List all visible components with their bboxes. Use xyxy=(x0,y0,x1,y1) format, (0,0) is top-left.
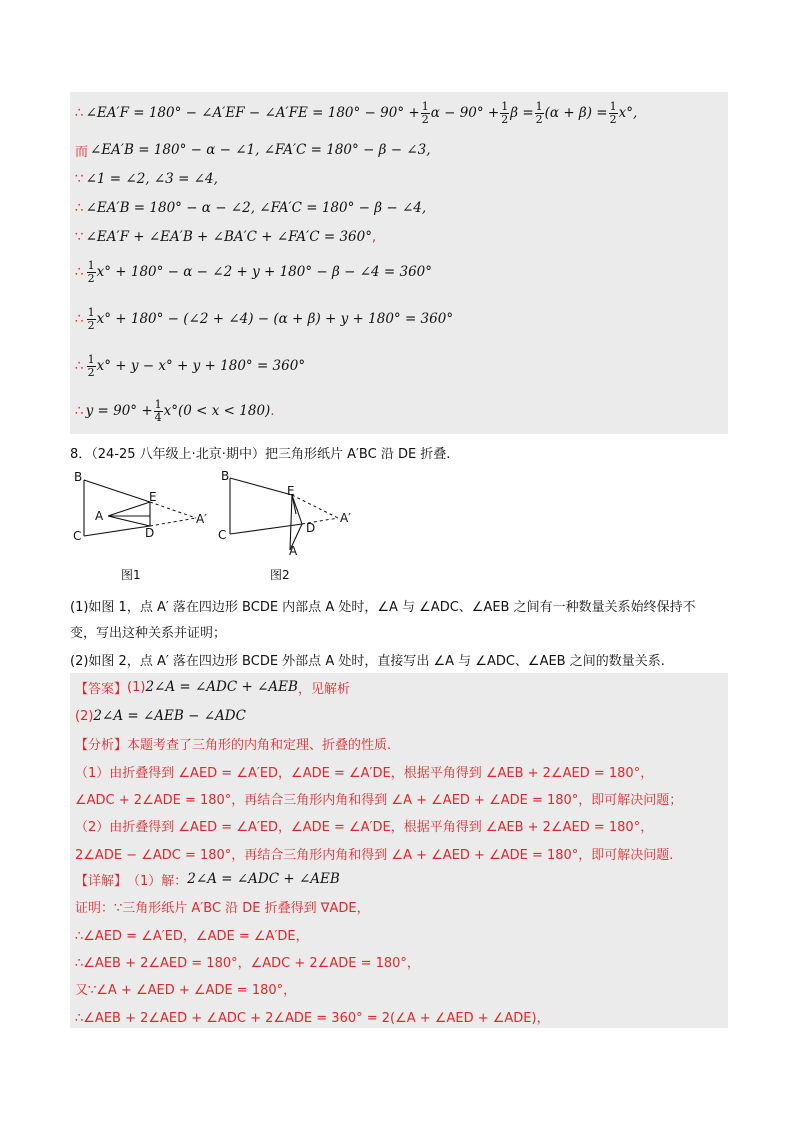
analysis-line: （2）由折叠得到 ∠AED = ∠A′ED，∠ADE = ∠A′DE，根据平角得到 ∠AEB + 2∠AED = 180°， xyxy=(75,819,654,835)
math-expression: x° + y − x° + y + 180° = 360° xyxy=(96,358,306,374)
derivation-line xyxy=(75,306,453,332)
point-label-c: C xyxy=(218,528,227,542)
math-expression: ∠1 = ∠2, ∠3 = ∠4, xyxy=(85,171,218,187)
question-part-2: (2)如图 2，点 A′ 落在四边形 BCDE 外部点 A 处时，直接写出 ∠A 与 ∠ADC、∠AEB 之间的数量关系. xyxy=(70,654,665,669)
fraction xyxy=(154,399,163,424)
fraction-numerator: 1 xyxy=(154,397,162,411)
fraction xyxy=(535,101,544,126)
fraction-numerator: 1 xyxy=(87,305,95,319)
detail-tag: 【详解】 xyxy=(75,873,128,889)
fraction xyxy=(609,101,618,126)
derivation-line xyxy=(75,100,637,126)
math-expression: α − 90° + xyxy=(430,105,500,121)
therefore-symbol: ∴ xyxy=(75,311,84,327)
answer-part-number: (2) xyxy=(75,708,94,724)
therefore-symbol: ∴ xyxy=(75,105,84,121)
answer-line xyxy=(75,703,246,729)
proof-line: 证明：∵三角形纸片 A′BC 沿 DE 折叠得到 ∇ADE， xyxy=(75,900,370,916)
figure-2-caption: 图2 xyxy=(270,568,290,582)
point-label-a-prime: A′ xyxy=(340,511,351,525)
proof-line: ∴∠AED = ∠A′ED，∠ADE = ∠A′DE， xyxy=(75,928,309,944)
math-expression: x° + 180° − (∠2 + ∠4) − (α + β) + y + 180° = 360° xyxy=(96,311,454,327)
fraction-denominator: 2 xyxy=(535,112,543,126)
answer-part-number: (1) xyxy=(127,679,146,695)
math-expression: (α + β) = xyxy=(544,105,608,121)
proof-line: ∴∠AEB + 2∠AED = 180°，∠ADC + 2∠ADE = 180°， xyxy=(75,955,420,971)
fraction-denominator: 2 xyxy=(87,365,95,379)
figure-1 xyxy=(68,468,218,548)
math-expression: x° + 180° − α − ∠2 + y + 180° − β − ∠4 = 360° xyxy=(96,264,433,280)
proof-line: 又∵∠A + ∠AED + ∠ADE = 180°， xyxy=(75,982,297,998)
fraction-denominator: 2 xyxy=(501,112,509,126)
conjunction-word: 而 xyxy=(75,144,89,160)
derivation-line xyxy=(75,195,426,221)
point-label-e: E xyxy=(287,484,295,498)
answer-tag: 【答案】 xyxy=(75,681,128,697)
point-label-c: C xyxy=(73,529,82,543)
question-stem: 8．（24-25 八年级上·北京·期中）把三角形纸片 A′BC 沿 DE 折叠. xyxy=(70,447,451,462)
point-label-a: A xyxy=(289,544,298,558)
because-symbol: ∵ xyxy=(75,171,84,187)
figure-1-caption: 图1 xyxy=(121,568,141,582)
fraction xyxy=(87,260,96,285)
answer-expression: 2∠A = ∠AEB − ∠ADC xyxy=(93,708,246,724)
math-expression: β = xyxy=(510,105,534,121)
analysis-line: 2∠ADE − ∠ADC = 180°，再结合三角形内角和得到 ∠A + ∠AED + ∠ADE = 180°，即可解决问题. xyxy=(75,847,674,863)
derivation-line xyxy=(75,353,305,379)
fraction-denominator: 2 xyxy=(609,112,617,126)
math-expression: ∠EA′B = 180° − α − ∠1, ∠FA′C = 180° − β − ∠3, xyxy=(90,142,431,158)
fraction xyxy=(87,354,96,379)
punctuation: . xyxy=(270,403,275,419)
answer-expression: 2∠A = ∠ADC + ∠AEB xyxy=(145,679,298,695)
question-part-1: (1)如图 1，点 A′ 落在四边形 BCDE 内部点 A 处时，∠A 与 ∠ADC、∠AEB 之间有一种数量关系始终保持不 xyxy=(70,600,696,615)
detail-line xyxy=(75,866,340,892)
fraction-denominator: 4 xyxy=(154,410,162,424)
question-part-1-cont: 变，写出这种关系并证明； xyxy=(70,626,227,641)
math-expression: ∠EA′F + ∠EA′B + ∠BA′C + ∠FA′C = 360° xyxy=(85,229,372,245)
fraction-numerator: 1 xyxy=(87,352,95,366)
proof-line: ∴∠AEB + 2∠AED + ∠ADC + 2∠ADE = 360° = 2(∠A + ∠AED + ∠ADE)， xyxy=(75,1010,550,1026)
fraction-numerator: 1 xyxy=(535,99,543,113)
derivation-line xyxy=(75,166,218,192)
point-label-e: E xyxy=(149,490,157,504)
because-symbol: ∵ xyxy=(75,229,84,245)
fraction-numerator: 1 xyxy=(609,99,617,113)
derivation-line xyxy=(75,224,376,250)
point-label-b: B xyxy=(74,470,83,484)
therefore-symbol: ∴ xyxy=(75,264,84,280)
fraction-numerator: 1 xyxy=(501,99,509,113)
math-expression: x°(0 < x < 180) xyxy=(163,403,271,419)
derivation-line xyxy=(75,137,431,163)
detail-expression: 2∠A = ∠ADC + ∠AEB xyxy=(187,871,340,887)
therefore-symbol: ∴ xyxy=(75,403,84,419)
therefore-symbol: ∴ xyxy=(75,358,84,374)
math-expression: ∠EA′B = 180° − α − ∠2, ∠FA′C = 180° − β − ∠4, xyxy=(85,200,427,216)
punctuation: , xyxy=(371,229,377,245)
derivation-line xyxy=(75,398,274,424)
fraction-numerator: 1 xyxy=(421,99,429,113)
fraction-denominator: 2 xyxy=(421,112,429,126)
math-expression: ∠EA′F = 180° − ∠A′EF − ∠A′FE = 180° − 90° + xyxy=(85,105,420,121)
analysis-heading: 【分析】本题考查了三角形的内角和定理、折叠的性质. xyxy=(75,737,392,753)
answer-note: ，见解析 xyxy=(297,681,350,697)
math-expression: y = 90° + xyxy=(85,403,153,419)
point-label-a: A xyxy=(95,509,104,523)
therefore-symbol: ∴ xyxy=(75,200,84,216)
point-label-a-prime: A′ xyxy=(196,512,207,526)
math-expression: x°, xyxy=(618,105,638,121)
point-label-d: D xyxy=(145,526,155,540)
fraction xyxy=(87,307,96,332)
fraction-denominator: 2 xyxy=(87,318,95,332)
fraction-numerator: 1 xyxy=(87,258,95,272)
analysis-line: ∠ADC + 2∠ADE = 180°，再结合三角形内角和得到 ∠A + ∠AED + ∠ADE = 180°，即可解决问题； xyxy=(75,792,683,808)
derivation-line xyxy=(75,259,432,285)
fraction-denominator: 2 xyxy=(87,271,95,285)
analysis-line: （1）由折叠得到 ∠AED = ∠A′ED，∠ADE = ∠A′DE，根据平角得到 ∠AEB + 2∠AED = 180°， xyxy=(75,765,654,781)
point-label-b: B xyxy=(221,469,230,483)
fraction xyxy=(421,101,430,126)
detail-label: （1）解： xyxy=(127,873,188,889)
fraction xyxy=(500,101,509,126)
point-label-d: D xyxy=(306,521,316,535)
answer-line xyxy=(75,674,350,700)
